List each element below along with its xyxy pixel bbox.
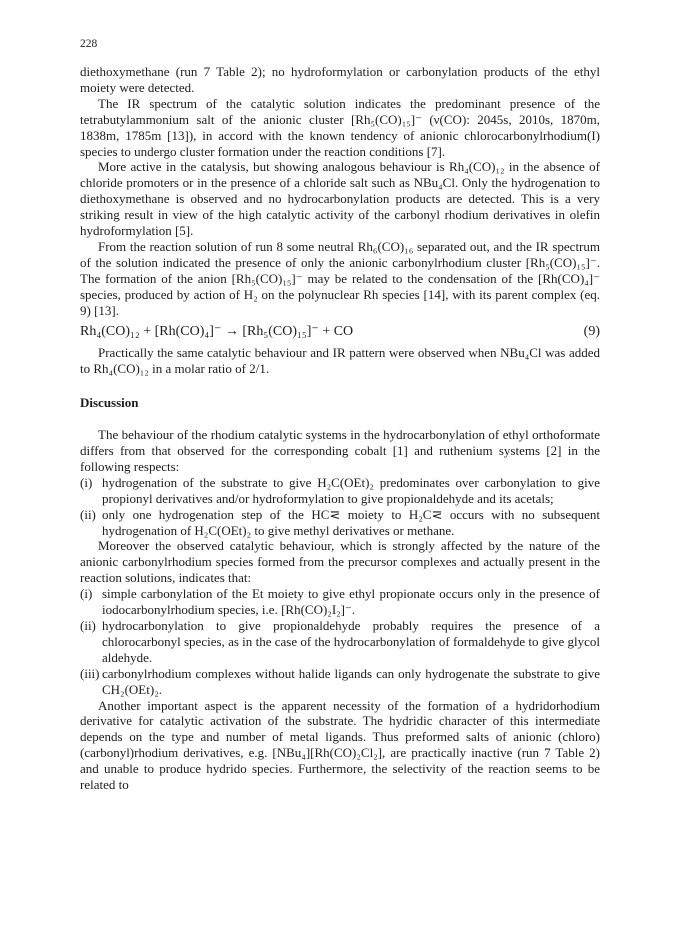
text-body (80, 64, 600, 793)
list-text: hydrogenation of the substrate to give H₂C(OEt)₂ predominates over carbonylation to give propionyl derivatives and/or hydroformylation to give propionaldehyde and its acetals; (102, 474, 600, 506)
paragraph-ir-spectrum: The IR spectrum of the catalytic solution indicates the predominant presence of the tetrabutylammonium salt of the anionic cluster [Rh₅(CO)₁₅]⁻ (ν(CO): 2045s, 2010s, 1870m, 1838m, 1785m [13]), in accord with the known tendency of anionic chlorocarbonylrhodium(I) species to undergo cluster formation under the reaction conditions [7]. (80, 95, 600, 159)
equation-9 (80, 324, 600, 340)
equation-number: (9) (583, 323, 600, 339)
list-item (80, 507, 600, 539)
list-text: simple carbonylation of the Et moiety to give ethyl propionate occurs only in the presence of iodocarbonylrhodium species, i.e. [Rh(CO)₂I₂]⁻. (102, 586, 600, 618)
list-marker: (ii) (80, 618, 96, 633)
paragraph-rh4-activity: More active in the catalysis, but showing analogous behaviour is Rh₄(CO)₁₂ in the absence of chloride promoters or in the presence of a chloride salt such as NBu₄Cl. Only the hydrogenation to diethoxymethane is observed and no hydrocarbonylation products are detected. This is a very striking result in view of the high catalytic activity of the carbonyl rhodium derivatives in olefin hydroformylation [5]. (80, 159, 600, 239)
paragraph-nbu4cl: Practically the same catalytic behaviour and IR pattern were observed when NBu₄Cl was added to Rh₄(CO)₁₂ in a molar ratio of 2/1. (80, 345, 600, 377)
paragraph-moreover: Moreover the observed catalytic behaviour, which is strongly affected by the nature of the anionic carbonylrhodium species formed from the precursor complexes and actually present in the reaction solutions, indicates that: (80, 538, 600, 586)
list-item (80, 475, 600, 507)
list-marker: (ii) (80, 506, 96, 522)
paragraph-run-8: From the reaction solution of run 8 some neutral Rh₆(CO)₁₆ separated out, and the IR spectrum of the solution indicated the presence of only the anionic carbonylrhodium cluster [Rh₅(CO)₁₅]⁻. The formation of the anion [Rh₅(CO)₁₅]⁻ may be related to the condensation of the [Rh(CO)₄]⁻ species, produced by action of H₂ on the polynuclear Rh species [14], with its parent complex (eq. 9) [13]. (80, 238, 600, 318)
list-indications (80, 586, 600, 697)
list-marker: (i) (80, 586, 93, 602)
list-text: hydrocarbonylation to give propionaldehyde probably requires the presence of a chlorocarbonyl species, as in the case of the hydrocarbonylation of formaldehyde to give glycol aldehyde. (102, 618, 600, 665)
list-text: only one hydrogenation step of the HC⋜ moiety to H₂C⋜ occurs with no subsequent hydrogenation of H₂C(OEt)₂ to give methyl derivatives or methane. (102, 506, 600, 538)
list-respects (80, 475, 600, 539)
page-number: 228 (80, 38, 98, 50)
list-item (80, 586, 600, 618)
equation-text: Rh₄(CO)₁₂ + [Rh(CO)₄]⁻ → [Rh₅(CO)₁₅]⁻ + CO (80, 323, 354, 339)
list-marker: (i) (80, 474, 93, 490)
paragraph-hydrido: Another important aspect is the apparent necessity of the formation of a hydridorhodium derivative for catalytic activation of the substrate. The hydridic character of this intermediate depends on the type and number of metal ligands. Thus preformed salts of anionic (chloro)(carbonyl)rhodium derivatives, e.g. [NBu₄][Rh(CO)₂Cl₂], are practically inactive (run 7 Table 2) and unable to produce hydrido species. Furthermore, the selectivity of the reaction seems to be related to (80, 697, 600, 793)
list-marker: (iii) (80, 665, 100, 681)
paragraph-1: diethoxymethane (run 7 Table 2); no hydroformylation or carbonylation products of the ethyl moiety were detected. (80, 64, 600, 95)
paragraph-discussion-intro: The behaviour of the rhodium catalytic systems in the hydrocarbonylation of ethyl orthoformate differs from that observed for the corresponding cobalt [1] and ruthenium systems [2] in the following respects: (80, 427, 600, 474)
list-text: carbonylrhodium complexes without halide ligands can only hydrogenate the substrate to give CH₂(OEt)₂. (102, 665, 600, 697)
list-item (80, 618, 600, 666)
section-heading: Discussion (80, 395, 139, 411)
list-item (80, 666, 600, 698)
